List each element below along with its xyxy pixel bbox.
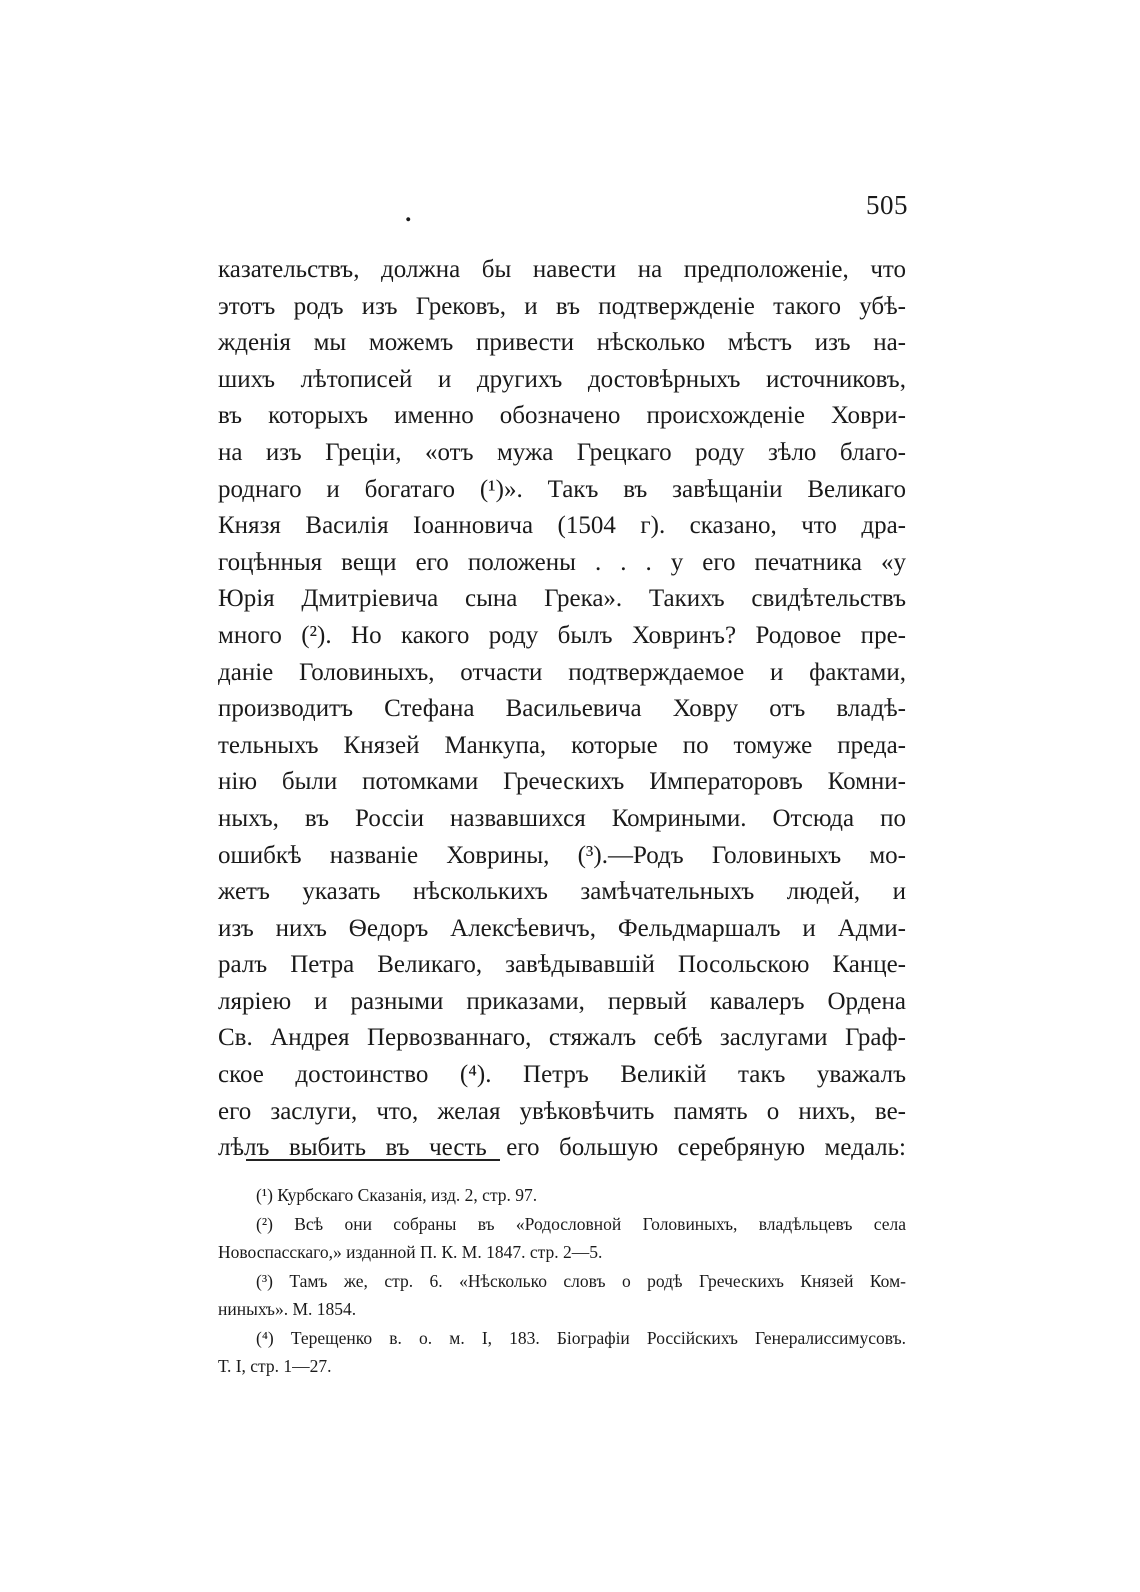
footnote-divider <box>246 1159 500 1161</box>
footnote-1: (¹) Курбскаго Сказанія, изд. 2, стр. 97. <box>256 1185 538 1205</box>
text-line: даніе Головиныхъ, отчасти подтверждаемое и фактами, <box>218 658 906 686</box>
text-line: роднаго и богатаго (¹)». Такъ въ завѣщаніи Великаго <box>218 475 906 503</box>
text-line: ское достоинство (⁴). Петръ Великій такъ уважалъ <box>218 1061 906 1089</box>
footnote-2: (²) Всѣ они собраны въ «Родословной Головиныхъ, владѣльцевъ села <box>256 1213 906 1234</box>
text-line: этотъ родъ изъ Грековъ, и въ подтвержденіе такого убѣ- <box>218 292 906 320</box>
text-line: лѣлъ выбить въ честь его большую серебряную медаль: <box>218 1134 906 1162</box>
text-line: Св. Андрея Первозваннаго, стяжалъ себѣ заслугами Граф- <box>218 1024 906 1052</box>
footnote-4: (⁴) Терещенко в. о. м. I, 183. Біографіи Россійскихъ Генералиссимусовъ. <box>256 1327 906 1348</box>
text-line: изъ нихъ Ѳедоръ Алексѣевичъ, Фельдмаршалъ и Адми- <box>218 914 906 942</box>
main-text <box>218 252 906 1167</box>
text-line: ралъ Петра Великаго, завѣдывавшій Посольскою Канце- <box>218 951 906 979</box>
text-line: тельныхъ Князей Манкупа, которые по томуже преда- <box>218 731 906 759</box>
text-line: въ которыхъ именно обозначено происхожденіе Ховри- <box>218 402 906 430</box>
footnote-2-cont: Новоспасскаго,» изданной П. К. М. 1847. стр. 2—5. <box>218 1242 603 1262</box>
text-line: ляріею и разными приказами, первый кавалеръ Ордена <box>218 987 906 1015</box>
footnote-3: (³) Тамъ же, стр. 6. «Нѣсколько словъ о родѣ Греческихъ Князей Ком- <box>256 1270 906 1291</box>
text-line: ошибкѣ названіе Ховрины, (³).—Родъ Головиныхъ мо- <box>218 841 906 869</box>
text-line: гоцѣнныя вещи его положены . . . у его печатника «у <box>218 548 906 576</box>
text-line: его заслуги, что, желая увѣковѣчить память о нихъ, ве- <box>218 1097 906 1125</box>
footnote-4-cont: Т. I, стр. 1—27. <box>218 1356 332 1376</box>
text-line: Юрія Дмитріевича сына Грека». Такихъ свидѣтельствъ <box>218 585 906 613</box>
text-line: ныхъ, въ Россіи назвавшихся Комриными. Отсюда по <box>218 804 906 832</box>
page-number: 505 <box>866 190 908 220</box>
page-mark: . <box>404 192 413 229</box>
text-line: шихъ лѣтописей и другихъ достовѣрныхъ источниковъ, <box>218 365 906 393</box>
text-line: производитъ Стефана Васильевича Ховру отъ владѣ- <box>218 695 906 723</box>
text-line: нію были потомками Греческихъ Императоровъ Комни- <box>218 768 906 796</box>
text-line: много (²). Но какого роду былъ Ховринъ? Родовое пре- <box>218 621 906 649</box>
text-line: Князя Василія Іоанновича (1504 г). сказано, что дра- <box>218 512 906 540</box>
text-line: жетъ указать нѣсколькихъ замѣчательныхъ людей, и <box>218 878 906 906</box>
footnotes <box>218 1181 906 1381</box>
footnote-3-cont: ниныхъ». М. 1854. <box>218 1299 357 1319</box>
text-line: жденія мы можемъ привести нѣсколько мѣстъ изъ на- <box>218 329 906 357</box>
text-line: казательствъ, должна бы навести на предположеніе, что <box>218 256 906 283</box>
text-line: на изъ Греціи, «отъ мужа Грецкаго роду зѣло благо- <box>218 438 906 466</box>
